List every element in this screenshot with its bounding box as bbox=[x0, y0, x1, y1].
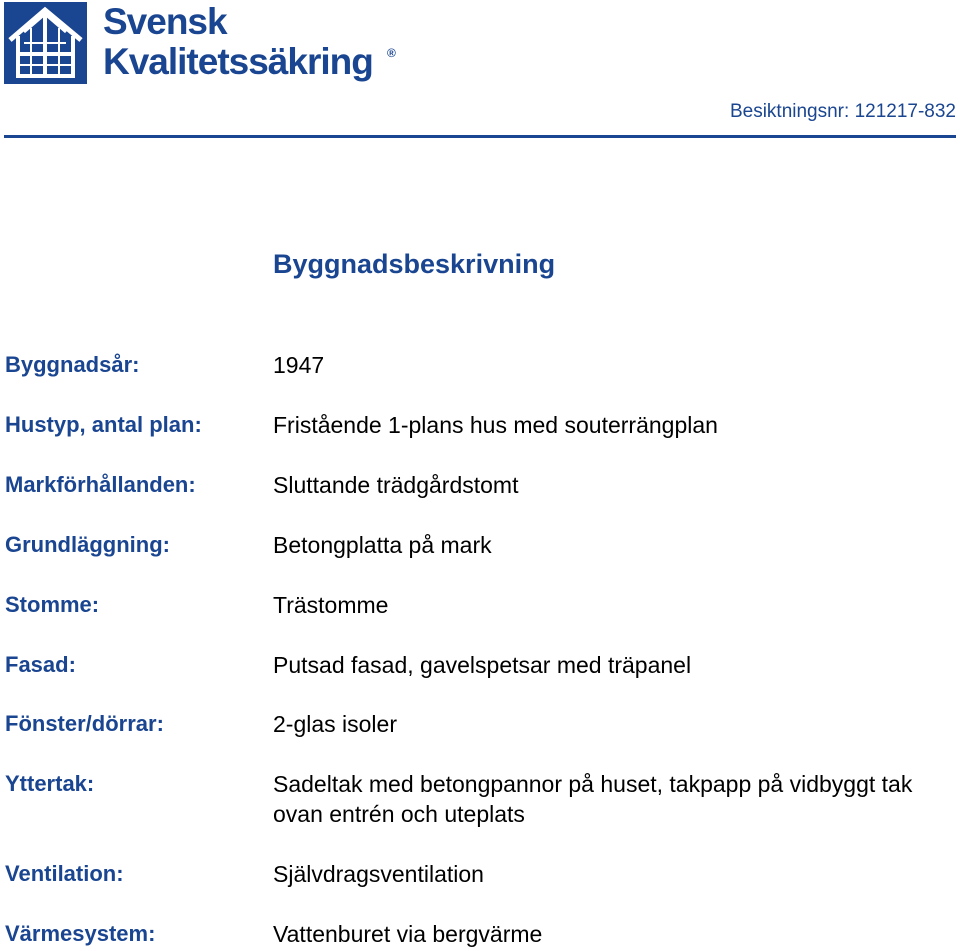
field-label: Fönster/dörrar: bbox=[5, 711, 164, 736]
field-value: Putsad fasad, gavelspetsar med träpanel bbox=[273, 652, 692, 678]
field-value: 1947 bbox=[273, 352, 325, 378]
house-logo-icon bbox=[4, 2, 87, 84]
field-value: Fristående 1-plans hus med souterrängplan bbox=[273, 412, 718, 438]
field-label: Ventilation: bbox=[5, 861, 124, 886]
field-value: 2-glas isoler bbox=[273, 711, 397, 737]
document-title: Byggnadsbeskrivning bbox=[273, 249, 556, 279]
field-label: Stomme: bbox=[5, 592, 100, 617]
field-label: Markförhållanden: bbox=[5, 472, 196, 497]
field-label: Byggnadsår: bbox=[5, 352, 140, 377]
brand-name bbox=[103, 3, 373, 83]
registered-mark: ® bbox=[387, 46, 396, 60]
field-value: Sluttande trädgårdstomt bbox=[273, 472, 519, 498]
field-label: Hustyp, antal plan: bbox=[5, 412, 202, 437]
company-logo bbox=[4, 2, 400, 86]
field-value: Betongplatta på mark bbox=[273, 532, 492, 558]
header-divider bbox=[4, 135, 956, 138]
field-label: Grundläggning: bbox=[5, 532, 170, 557]
field-value: Självdragsventilation bbox=[273, 861, 484, 887]
field-label: Fasad: bbox=[5, 652, 76, 677]
field-label: Yttertak: bbox=[5, 771, 95, 796]
inspection-number: Besiktningsnr: 121217-832 bbox=[729, 101, 956, 122]
brand-name-line2: Kvalitetssäkring bbox=[103, 41, 373, 82]
field-value: Trästomme bbox=[273, 592, 389, 618]
field-value: Sadeltak med betongpannor på huset, takpapp på vidbyggt tak ovan entrén och uteplats bbox=[273, 771, 913, 827]
brand-name-line1: Svensk bbox=[103, 1, 227, 42]
field-value: Vattenburet via bergvärme bbox=[273, 921, 543, 947]
field-label: Värmesystem: bbox=[5, 921, 156, 946]
